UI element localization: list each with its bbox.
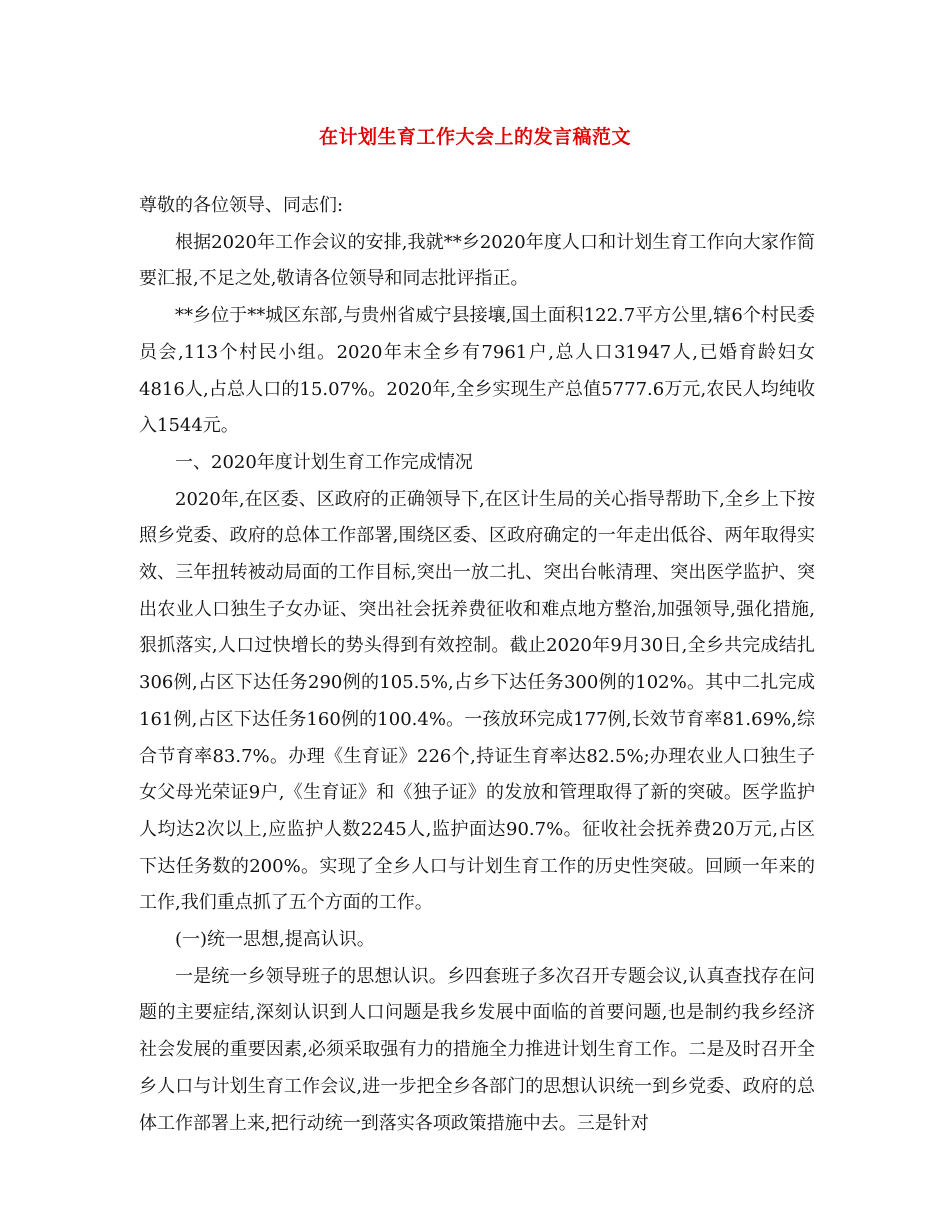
paragraph-unify-thinking: 一是统一乡领导班子的思想认识。乡四套班子多次召开专题会议,认真查找存在问题的主要症结,深刻认识到人口问题是我乡发展中面临的首要问题,也是制约我乡经济社会发展的重要因素,必须采取强有力的措施全力推进计划生育工作。二是及时召开全乡人口与计划生育工作会议,进一步把全乡各部门的思想认识统一到乡党委、政府的总体工作部署上来,把行动统一到落实各项政策措施中去。三是针对 [139,965,815,1134]
paragraph-intro: 根据2020年工作会议的安排,我就**乡2020年度人口和计划生育工作向大家作简要汇报,不足之处,敬请各位领导和同志批评指正。 [139,231,815,290]
subsection-heading-1: (一)统一思想,提高认识。 [175,929,375,951]
salutation: 尊敬的各位领导、同志们: [139,195,344,216]
paragraph-achievements: 2020年,在区委、区政府的正确领导下,在区计生局的关心指导帮助下,全乡上下按照乡党委、政府的总体工作部署,围绕区委、区政府确定的一年走出低谷、两年取得实效、三年扭转被动局面的工作目标,突出一放二扎、突出台帐清理、突出医学监护、突出农业人口独生子女办证、突出社会抚养费征收和难点地方整治,加强领导,强化措施,狠抓落实,人口过快增长的势头得到有效控制。截止2020年9月30日,全乡共完成结扎306例,占区下达任务290例的105.5%,占乡下达任务300例的102%。其中二扎完成161例,占区下达任务160例的100.4%。一孩放环完成177例,长效节育率81.69%,综合节育率83.7%。办理《生育证》226个,持证生育率达82.5%;办理农业人口独生子女父母光荣证9户,《生育证》和《独子证》的发放和管理取得了新的突破。医学监护人均达2次以上,应监护人数2245人,监护面达90.7%。征收社会抚养费20万元,占区下达任务数的200%。实现了全乡人口与计划生育工作的历史性突破。回顾一年来的工作,我们重点抓了五个方面的工作。 [139,488,815,914]
section-heading-1: 一、2020年度计划生育工作完成情况 [175,451,473,473]
document-body [139,188,815,1142]
document-title: 在计划生育工作大会上的发言稿范文 [318,126,631,148]
paragraph-overview: **乡位于**城区东部,与贵州省威宁县接壤,国土面积122.7平方公里,辖6个村民委员会,113个村民小组。2020年末全乡有7961户,总人口31947人,已婚育龄妇女4816人,占总人口的15.07%。2020年,全乡实现生产总值5777.6万元,农民人均纯收入1544元。 [139,305,815,437]
